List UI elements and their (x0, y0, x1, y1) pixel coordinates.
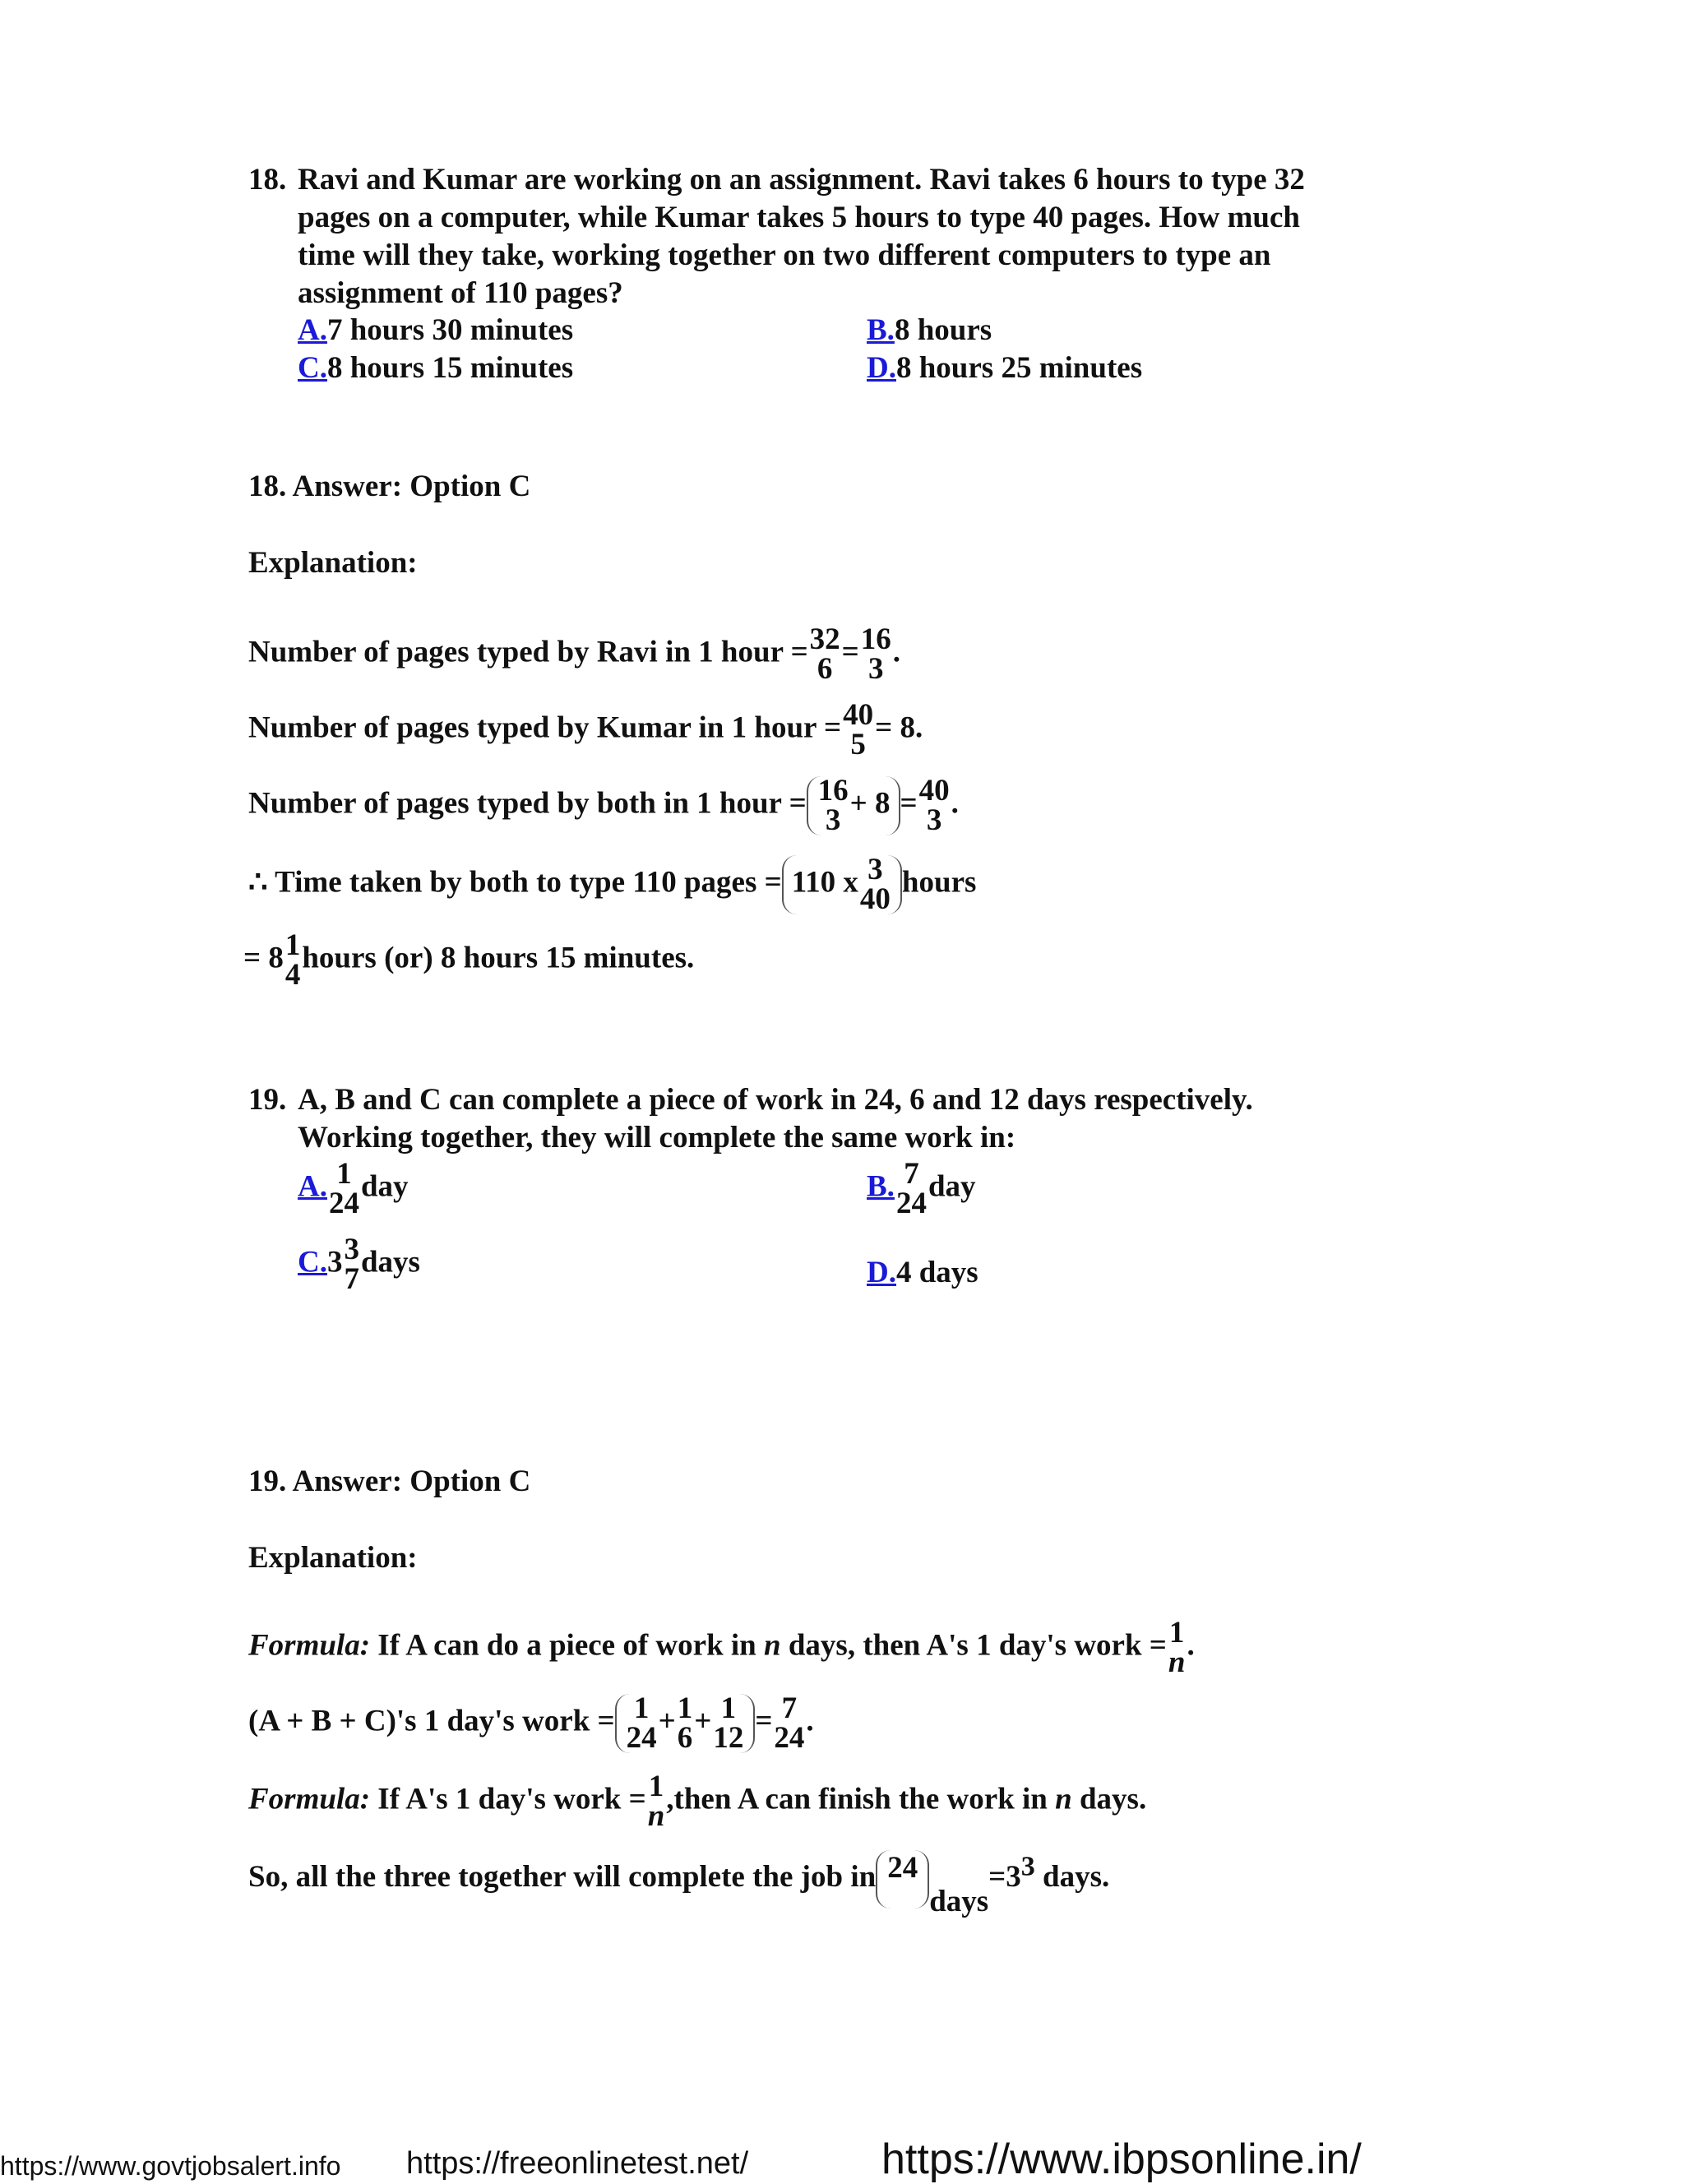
q18-option-d-text: 8 hours 25 minutes (895, 351, 1143, 385)
q19-option-d[interactable] (867, 1255, 978, 1290)
parenthesis-group (782, 855, 902, 914)
q18-option-b-link[interactable]: B. (867, 313, 895, 347)
fraction (648, 1772, 665, 1831)
denominator: n (1168, 1645, 1186, 1679)
q19-explanation-label: Explanation: (248, 1541, 418, 1575)
q19-formula-2 (248, 1772, 1146, 1831)
formula-label: Formula: (248, 1628, 371, 1663)
exp-text: Number of pages typed by Ravi in 1 hour = (248, 635, 808, 669)
q18-line2: pages on a computer, while Kumar takes 5 hours to type 40 pages. How much (298, 201, 1300, 234)
q18-option-c[interactable] (298, 350, 573, 386)
q18-option-d[interactable] (867, 350, 1142, 386)
q18-option-a[interactable] (298, 312, 573, 348)
denominator: 3 (868, 652, 884, 686)
fraction (677, 1691, 693, 1755)
denominator: 40 (859, 882, 891, 916)
plus: + (694, 1704, 712, 1738)
q19-formula-1 (248, 1618, 1195, 1677)
fraction (329, 1159, 359, 1219)
q19-exp-result (248, 1850, 1109, 1919)
inner-value: 24 (887, 1851, 918, 1885)
q19-line1: A, B and C can complete a piece of work in 24, 6 and 12 days respectively. (298, 1083, 1253, 1117)
footer-link-freeonlinetest[interactable]: https://freeonlinetest.net/ (406, 2146, 749, 2181)
numerator: 16 (860, 622, 891, 656)
whole-number: 3 (326, 1245, 343, 1279)
numerator: 32 (809, 622, 840, 656)
formula-text-2: ,then A can finish the work in (666, 1782, 1048, 1816)
q19-text (248, 1081, 1253, 1157)
numerator: 40 (918, 774, 950, 807)
period: . (1187, 1628, 1195, 1663)
q19-option-c-link[interactable]: C. (298, 1245, 327, 1279)
numerator: 1 (720, 1691, 737, 1725)
q18-line4: assignment of 110 pages? (298, 276, 623, 310)
q18-text (248, 161, 1305, 312)
q18-option-a-text: 7 hours 30 minutes (326, 313, 574, 347)
footer-link-govtjobsalert[interactable]: https://www.govtjobsalert.info (0, 2151, 341, 2181)
exp-text: Number of pages typed by both in 1 hour = (248, 786, 807, 821)
period: . (806, 1704, 814, 1738)
numerator: 1 (648, 1770, 664, 1803)
unit-text: day (360, 1169, 409, 1204)
inner-text: 110 x (791, 865, 858, 900)
q19-option-c[interactable] (298, 1235, 420, 1294)
q18-number: 18. (248, 163, 287, 197)
equals: = (755, 1704, 773, 1738)
q19-option-b-link[interactable]: B. (867, 1169, 895, 1204)
q19-option-a[interactable] (298, 1159, 409, 1219)
fraction (626, 1691, 657, 1755)
formula-text-2: days, then A's 1 day's work = (788, 1628, 1167, 1663)
fraction (860, 622, 891, 686)
parenthesis-group (876, 1850, 929, 1909)
equals: = (900, 786, 918, 821)
denominator: 6 (817, 652, 833, 686)
equals: = (841, 635, 859, 669)
formula-text: If A's 1 day's work = (377, 1782, 646, 1816)
numerator: 7 (904, 1157, 919, 1191)
numerator: 1 (677, 1691, 693, 1725)
plus-term: + 8 (849, 786, 891, 821)
plus: + (658, 1704, 676, 1738)
denominator: 5 (850, 728, 866, 761)
numerator: 16 (817, 774, 849, 807)
q18-option-b-text: 8 hours (894, 313, 992, 347)
formula-end: days. (1079, 1782, 1147, 1816)
unit-text: hours (901, 865, 977, 900)
numerator: 1 (1168, 1616, 1185, 1650)
numerator: 1 (336, 1157, 352, 1191)
days-subscript: days (929, 1884, 989, 1918)
denominator: 24 (328, 1187, 359, 1220)
fraction (818, 776, 849, 835)
variable-n: n (764, 1628, 781, 1663)
unit-text: day (928, 1169, 976, 1204)
q18-line3: time will they take, working together on two different computers to type an (298, 238, 1271, 272)
fraction (860, 855, 891, 914)
q18-option-d-link[interactable]: D. (867, 351, 896, 385)
denominator: 24 (895, 1187, 927, 1220)
exp-text: Number of pages typed by Kumar in 1 hour = (248, 710, 842, 745)
q19-line2: Working together, they will complete the same work in: (298, 1121, 1016, 1154)
q19-option-d-text: 4 days (895, 1256, 978, 1289)
q19-option-b[interactable] (867, 1159, 976, 1219)
formula-text: If A can do a piece of work in (377, 1628, 756, 1663)
equals-value: =3 (988, 1859, 1021, 1894)
superscript: 3 (1020, 1851, 1035, 1882)
denominator: 24 (626, 1721, 657, 1755)
q18-line1: Ravi and Kumar are working on an assignment. Ravi takes 6 hours to type 32 (298, 163, 1305, 197)
fraction (344, 1235, 359, 1294)
exp-text: So, all the three together will complete the job in (248, 1859, 877, 1894)
numerator: 40 (843, 698, 874, 732)
denominator: 4 (285, 958, 301, 992)
q18-explanation-label: Explanation: (248, 546, 418, 580)
q19-number: 19. (248, 1083, 287, 1117)
q18-exp-ravi (248, 622, 901, 686)
fraction (713, 1691, 744, 1755)
numerator: 1 (633, 1691, 650, 1725)
fraction (843, 698, 874, 761)
numerator: 7 (781, 1691, 798, 1725)
denominator: 12 (713, 1721, 744, 1755)
denominator: 3 (926, 803, 942, 837)
footer-link-ibpsonline[interactable]: https://www.ibpsonline.in/ (881, 2135, 1362, 2183)
q19-exp-combined (248, 1691, 814, 1755)
fraction (774, 1691, 805, 1755)
denominator: 6 (677, 1721, 693, 1755)
result-text: = 8. (875, 710, 923, 745)
denominator: n (647, 1799, 665, 1833)
denominator: 7 (344, 1262, 359, 1296)
parenthesis-group (615, 1691, 756, 1755)
fraction (896, 1159, 927, 1219)
denominator: 3 (825, 803, 841, 837)
q19-option-d-link[interactable]: D. (867, 1256, 896, 1289)
numerator: 3 (867, 853, 883, 886)
formula-label: Formula: (248, 1782, 371, 1816)
variable-n: n (1055, 1782, 1072, 1816)
q18-exp-kumar (248, 698, 923, 761)
numerator: 3 (344, 1233, 359, 1266)
fraction (1168, 1618, 1186, 1677)
period: . (892, 635, 901, 669)
q18-exp-time (248, 855, 976, 914)
unit-text: days (360, 1245, 420, 1279)
unit-text: days. (1043, 1859, 1110, 1894)
q19-answer: 19. Answer: Option C (248, 1464, 531, 1498)
denominator: 24 (774, 1721, 805, 1755)
q18-option-c-text: 8 hours 15 minutes (326, 351, 574, 385)
q18-option-a-link[interactable]: A. (298, 313, 327, 347)
fraction (919, 776, 950, 835)
exp-text: (A + B + C)'s 1 day's work = (248, 1704, 615, 1738)
numerator: 1 (285, 928, 301, 962)
period: . (951, 786, 959, 821)
q18-answer: 18. Answer: Option C (248, 470, 531, 503)
exp-text: ∴ Time taken by both to type 110 pages = (248, 865, 782, 900)
q18-option-c-link[interactable]: C. (298, 351, 327, 385)
q18-option-b[interactable] (867, 312, 992, 348)
parenthesis-group (807, 776, 900, 835)
q18-exp-both (248, 776, 959, 835)
q18-exp-result (243, 928, 695, 992)
result-text: hours (or) 8 hours 15 minutes. (302, 941, 695, 975)
q19-option-a-link[interactable]: A. (298, 1169, 327, 1204)
whole-number: = 8 (243, 941, 284, 975)
fraction (285, 928, 301, 992)
fraction (809, 622, 840, 686)
